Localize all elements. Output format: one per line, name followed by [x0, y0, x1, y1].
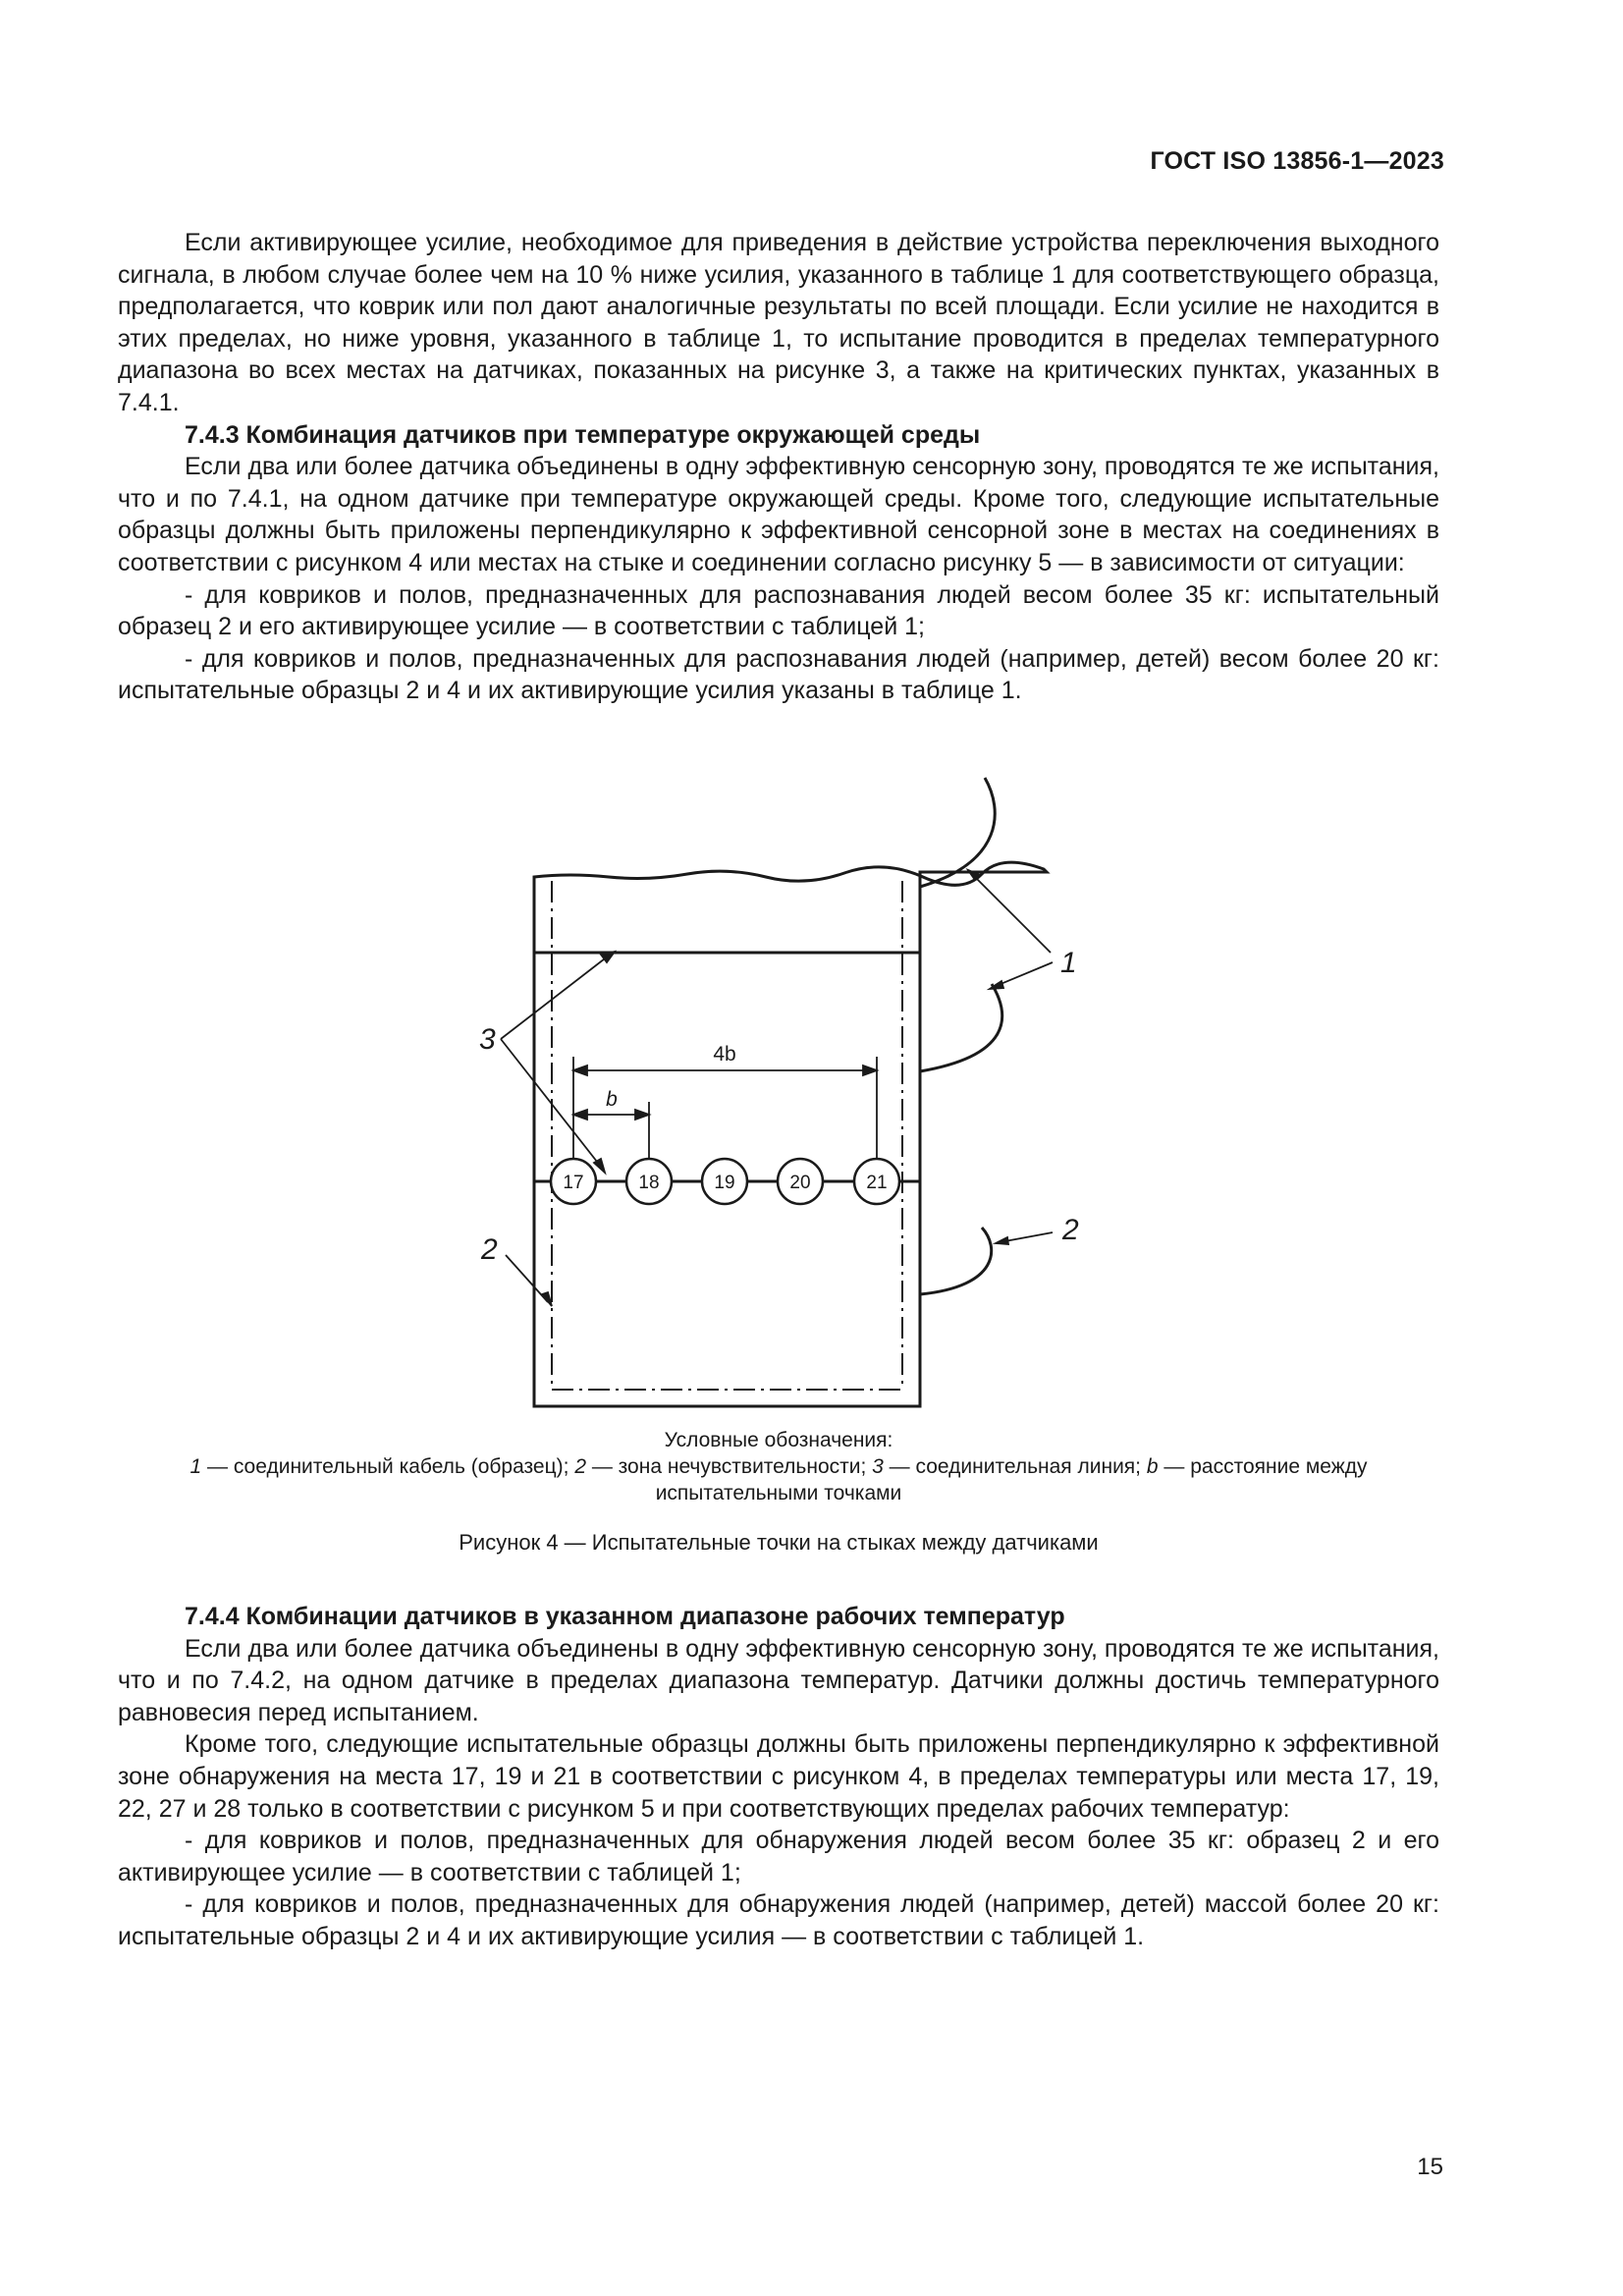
legend-text: — соединительный кабель (образец);	[201, 1455, 575, 1478]
list-item: - для ковриков и полов, предназначенных для распознавания людей весом более 35 кг: испытательный образец 2 и его активирующее усилие — в соответствии с таблицей 1;	[118, 580, 1439, 641]
callout-3: 3	[479, 1023, 496, 1056]
page-number: 15	[1417, 2154, 1443, 2180]
legend-key: b	[1146, 1455, 1159, 1478]
legend-text: — соединительная линия;	[883, 1455, 1147, 1478]
section-heading-7-4-3: 7.4.3 Комбинация датчиков при температуре окружающей среды	[185, 420, 981, 449]
cable-arc-bottom	[920, 1228, 992, 1294]
list-item: - для ковриков и полов, предназначенных для распознавания людей (например, детей) весом более 20 кг: испытательные образцы 2 и 4 и их активирующие усилия указаны в таблице 1.	[118, 644, 1439, 705]
test-point-19: 19	[714, 1173, 735, 1193]
sensor-outline	[534, 862, 1047, 1406]
cable-arc-middle	[920, 984, 1002, 1071]
legend-text: — расстояние между	[1158, 1455, 1368, 1478]
dimension-label-b: b	[606, 1088, 618, 1111]
test-point-21: 21	[866, 1173, 888, 1193]
legend-line: испытательными точками	[655, 1482, 902, 1504]
leader-3-upper	[501, 956, 609, 1039]
document-code: ГОСТ ISO 13856-1—2023	[1150, 147, 1444, 175]
legend-text: — зона нечувствительности;	[586, 1455, 873, 1478]
test-point-20: 20	[789, 1173, 811, 1193]
figure-legend	[118, 1427, 1439, 1506]
paragraph: Если активирующее усилие, необходимое для приведения в действие устройства переключения выходного сигнала, в любом случае более чем на 10 % ниже усилия, указанного в таблице 1 для соответствующего образца, предполагается, что коврик или пол дают аналогичные результаты по всей площади. Если усилие не находится в этих пределах, но ниже уровня, указанного в таблице 1, то испытание проводится в пределах температурного диапазона во всех местах на датчиках, показанных на рисунке 3, а также на критических пунктах, указанных в 7.4.1.	[118, 229, 1439, 416]
paragraph: Кроме того, следующие испытательные образцы должны быть приложены перпендикулярно к эффективной зоне обнаружения на места 17, 19 и 21 в соответствии с рисунком 4, в пределах температуры или места 17, 19, 22, 27 и 28 только в соответствии с рисунком 5 и при соответствующих пределах рабочих температур:	[118, 1730, 1439, 1823]
list-item: - для ковриков и полов, предназначенных для обнаружения людей весом более 35 кг: образец 2 и его активирующее усилие — в соответствии с таблицей 1;	[118, 1827, 1439, 1886]
figure-caption: Рисунок 4 — Испытательные точки на стыках между датчиками	[459, 1530, 1099, 1555]
legend-title: Условные обозначения:	[664, 1429, 893, 1451]
test-point-17: 17	[563, 1173, 584, 1193]
leader-1-top	[972, 874, 1051, 953]
legend-line	[118, 1453, 1439, 1480]
callout-2-left: 2	[481, 1233, 498, 1266]
section-heading-7-4-4: 7.4.4 Комбинации датчиков в указанном диапазоне рабочих температур	[185, 1603, 1065, 1630]
callout-1: 1	[1060, 947, 1077, 979]
dimension-label-4b: 4b	[713, 1043, 736, 1066]
test-point-18: 18	[638, 1173, 660, 1193]
list-item: - для ковриков и полов, предназначенных для обнаружения людей (например, детей) массой более 20 кг: испытательные образцы 2 и 4 и их активирующие усилия — в соответствии с таблицей 1.	[118, 1890, 1439, 1950]
paragraph: Если два или более датчика объединены в одну эффективную сенсорную зону, проводятся те же испытания, что и по 7.4.2, на одном датчике в пределах диапазона температур. Датчики должны достичь температурного равновесия перед испытанием.	[118, 1634, 1439, 1726]
legend-key: 3	[872, 1455, 884, 1478]
callout-2-right: 2	[1062, 1214, 1079, 1246]
legend-key: 1	[189, 1455, 202, 1478]
legend-key: 2	[574, 1455, 586, 1478]
lower-text-block	[118, 1601, 1439, 1953]
paragraph: Если два или более датчика объединены в одну эффективную сенсорную зону, проводятся те же испытания, что и по 7.4.1, на одном датчике при температуре окружающей среды. Кроме того, следующие испытательные образцы должны быть приложены перпендикулярно к эффективной сенсорной зоне в местах на соединениях в соответствии с рисунком 4 или местах на стыке и соединении согласно рисунку 5 — в зависимости от ситуации:	[118, 453, 1439, 576]
